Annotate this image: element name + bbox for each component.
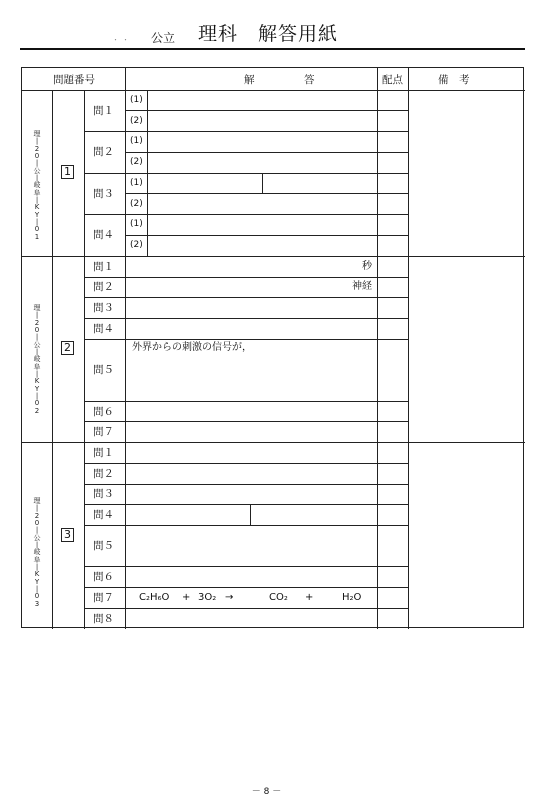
divider [250,504,251,525]
question-label: 問６ [93,406,114,418]
divider [84,484,408,485]
divider [84,401,408,402]
header-answer-left: 解 [244,74,255,86]
answer-sheet-table [21,67,524,628]
equation-arrow: → [225,592,234,603]
divider [22,90,525,91]
question-label: 問７ [93,426,114,438]
question-label: 問２ [93,146,114,158]
page-number: － 8 － [251,787,282,797]
sub-label: (1) [130,219,143,229]
divider [262,173,263,193]
divider [408,68,409,629]
divider [22,256,525,257]
divider [84,277,408,278]
equation-product: H₂O [342,592,362,603]
question-label: 問１ [93,105,114,117]
header-answer-right: 答 [304,74,315,86]
answer-prefix: 外界からの刺激の信号が， [132,342,252,353]
question-label: 問１ [93,261,114,273]
divider [84,525,408,526]
question-label: 問４ [93,509,114,521]
question-label: 問６ [93,571,114,583]
question-label: 問８ [93,613,114,625]
sub-label: (2) [130,199,143,209]
sub-label: (1) [130,136,143,146]
header-remarks: 備 考 [438,74,470,86]
divider [52,90,53,629]
section-number-box: 2 [61,341,74,355]
page-header [20,18,525,50]
public-label: 公立 [151,31,176,45]
equation-plus: + [182,592,191,603]
sub-label: (1) [130,95,143,105]
divider [125,193,408,194]
sub-label: (2) [130,157,143,167]
divider [84,587,408,588]
divider [84,504,408,505]
divider [84,173,408,174]
divider [84,566,408,567]
section-code: 理 | 2 0 | 公 | 岐 阜 | K Y | 0 3 [33,497,41,608]
question-label: 問５ [93,540,114,552]
equation-reactant: 3O₂ [198,592,217,603]
question-label: 問４ [93,323,114,335]
question-label: 問４ [93,229,114,241]
question-label: 問３ [93,188,114,200]
equation-product: CO₂ [269,592,288,603]
divider [84,339,408,340]
divider [84,214,408,215]
divider [84,318,408,319]
divider [125,152,408,153]
divider [125,235,408,236]
answer-unit: 神経 [352,281,372,292]
equation-reactant: C₂H₆O [139,592,170,603]
header-score: 配点 [382,74,403,86]
faint-dots: ・・ [112,36,132,44]
section-number-box: 3 [61,528,74,542]
question-label: 問１ [93,447,114,459]
divider [147,90,148,256]
header-question-number: 問題番号 [53,74,95,86]
section-code: 理 | 2 0 | 公 | 岐 阜 | K Y | 0 1 [33,130,41,241]
page-title: 理科 解答用紙 [198,23,339,45]
divider [84,608,408,609]
section-code: 理 | 2 0 | 公 | 岐 阜 | K Y | 0 2 [33,304,41,415]
question-label: 問２ [93,468,114,480]
divider [84,463,408,464]
section-number-box: 1 [61,165,74,179]
question-label: 問３ [93,302,114,314]
sub-label: (1) [130,178,143,188]
question-label: 問２ [93,281,114,293]
divider [84,131,408,132]
question-label: 問７ [93,592,114,604]
sub-label: (2) [130,116,143,126]
answer-unit: 秒 [362,261,372,272]
divider [84,421,408,422]
divider [84,297,408,298]
equation-plus: + [305,592,314,603]
divider [22,442,525,443]
question-label: 問５ [93,364,114,376]
divider [84,90,85,629]
divider [125,110,408,111]
sub-label: (2) [130,240,143,250]
question-label: 問３ [93,488,114,500]
